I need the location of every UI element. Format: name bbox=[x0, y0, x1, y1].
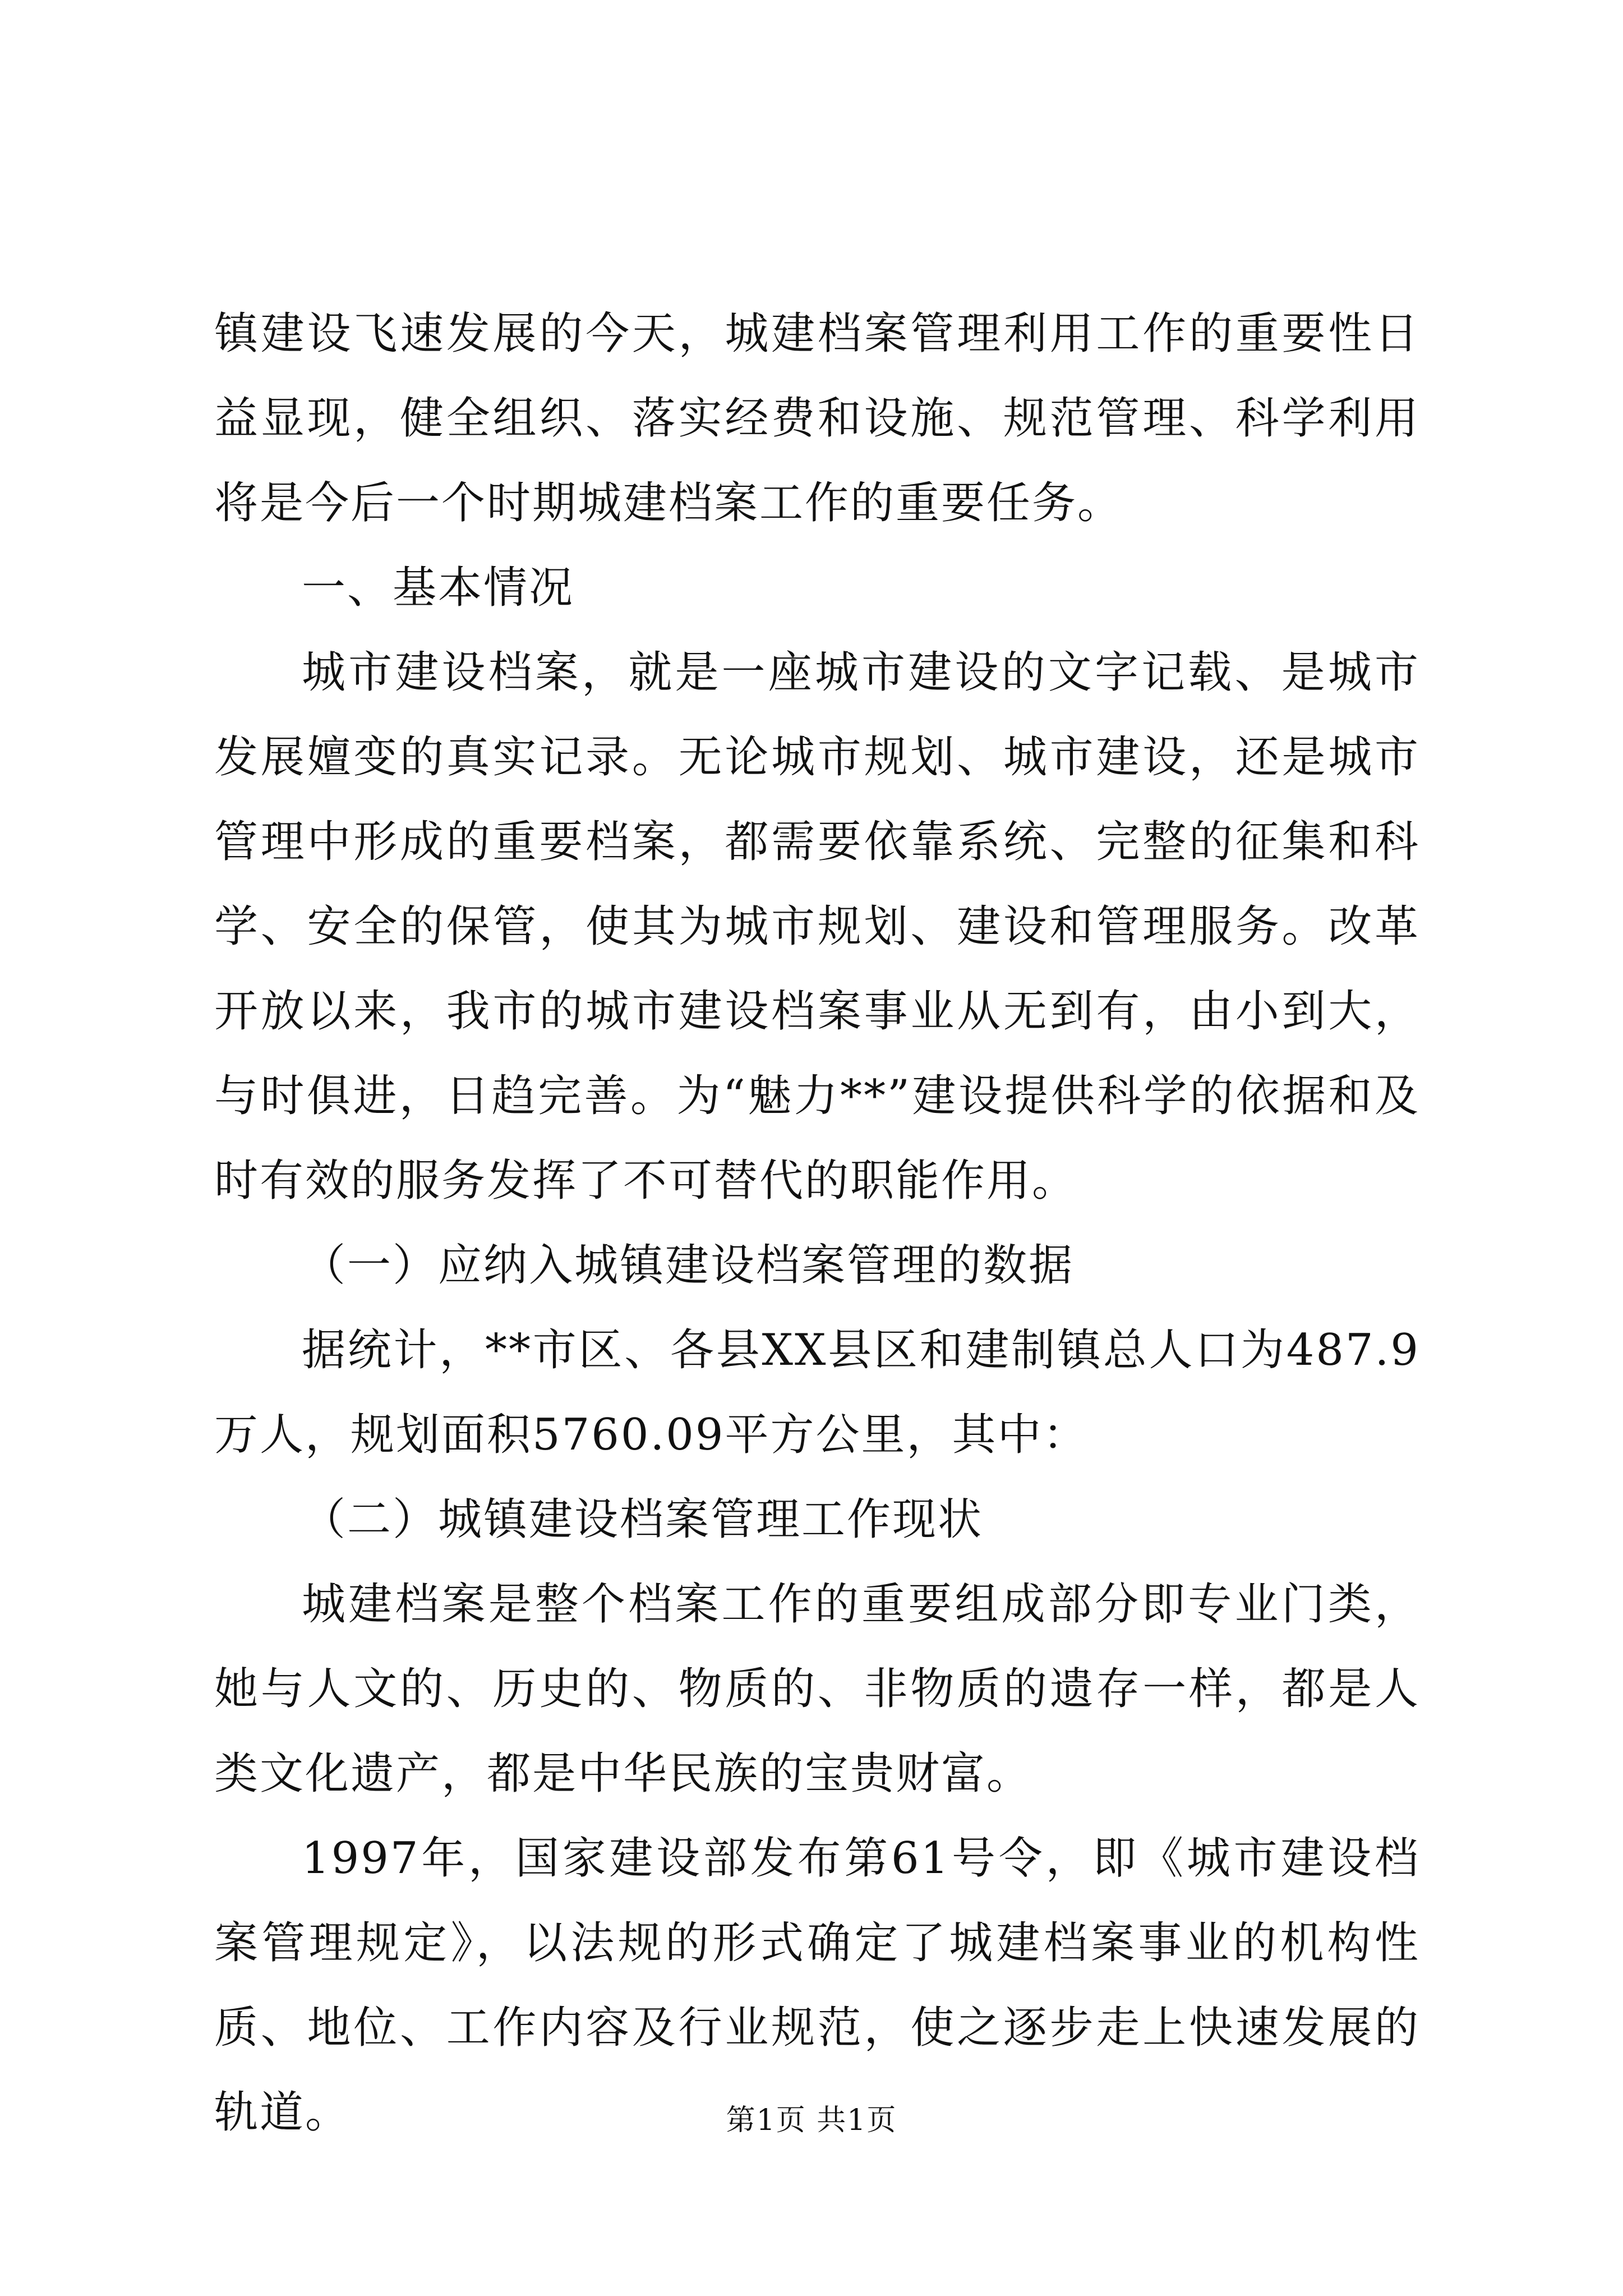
section-heading-basic-situation: 一、基本情况 bbox=[302, 563, 575, 613]
paragraph-statistics: 据统计，**市区、各县XX县区和建制镇总人口为487.9万人，规划面积5760.09平方公里，其中： bbox=[214, 1325, 1420, 1460]
paragraph-heritage: 城建档案是整个档案工作的重要组成部分即专业门类，她与人文的、历史的、物质的、非物质的遗存一样，都是人类文化遗产，都是中华民族的宝贵财富。 bbox=[214, 1579, 1420, 1799]
paragraph-regulation-1997: 1997年，国家建设部发布第61号令，即《城市建设档案管理规定》，以法规的形式确定了城建档案事业的机构性质、地位、工作内容及行业规范，使之逐步走上快速发展的轨道。 bbox=[214, 1833, 1420, 2138]
paragraph-continuation: 镇建设飞速发展的今天，城建档案管理利用工作的重要性日益显现，健全组织、落实经费和设施、规范管理、科学利用将是今后一个时期城建档案工作的重要任务。 bbox=[214, 309, 1420, 528]
document-body bbox=[214, 292, 1420, 2155]
paragraph-archives-overview: 城市建设档案，就是一座城市建设的文字记载、是城市发展嬗变的真实记录。无论城市规划、城市建设，还是城市管理中形成的重要档案，都需要依靠系统、完整的征集和科学、安全的保管，使其为城市规划、建设和管理服务。改革开放以来，我市的城市建设档案事业从无到有，由小到大，与时俱进，日趋完善。为“魅力**”建设提供科学的依据和及时有效的服务发挥了不可替代的职能作用。 bbox=[214, 647, 1420, 1206]
subheading-data: （一）应纳入城镇建设档案管理的数据 bbox=[302, 1240, 1075, 1291]
page-number-footer: 第1页 共1页 bbox=[726, 2104, 897, 2137]
subheading-current-status: （二）城镇建设档案管理工作现状 bbox=[302, 1494, 984, 1545]
